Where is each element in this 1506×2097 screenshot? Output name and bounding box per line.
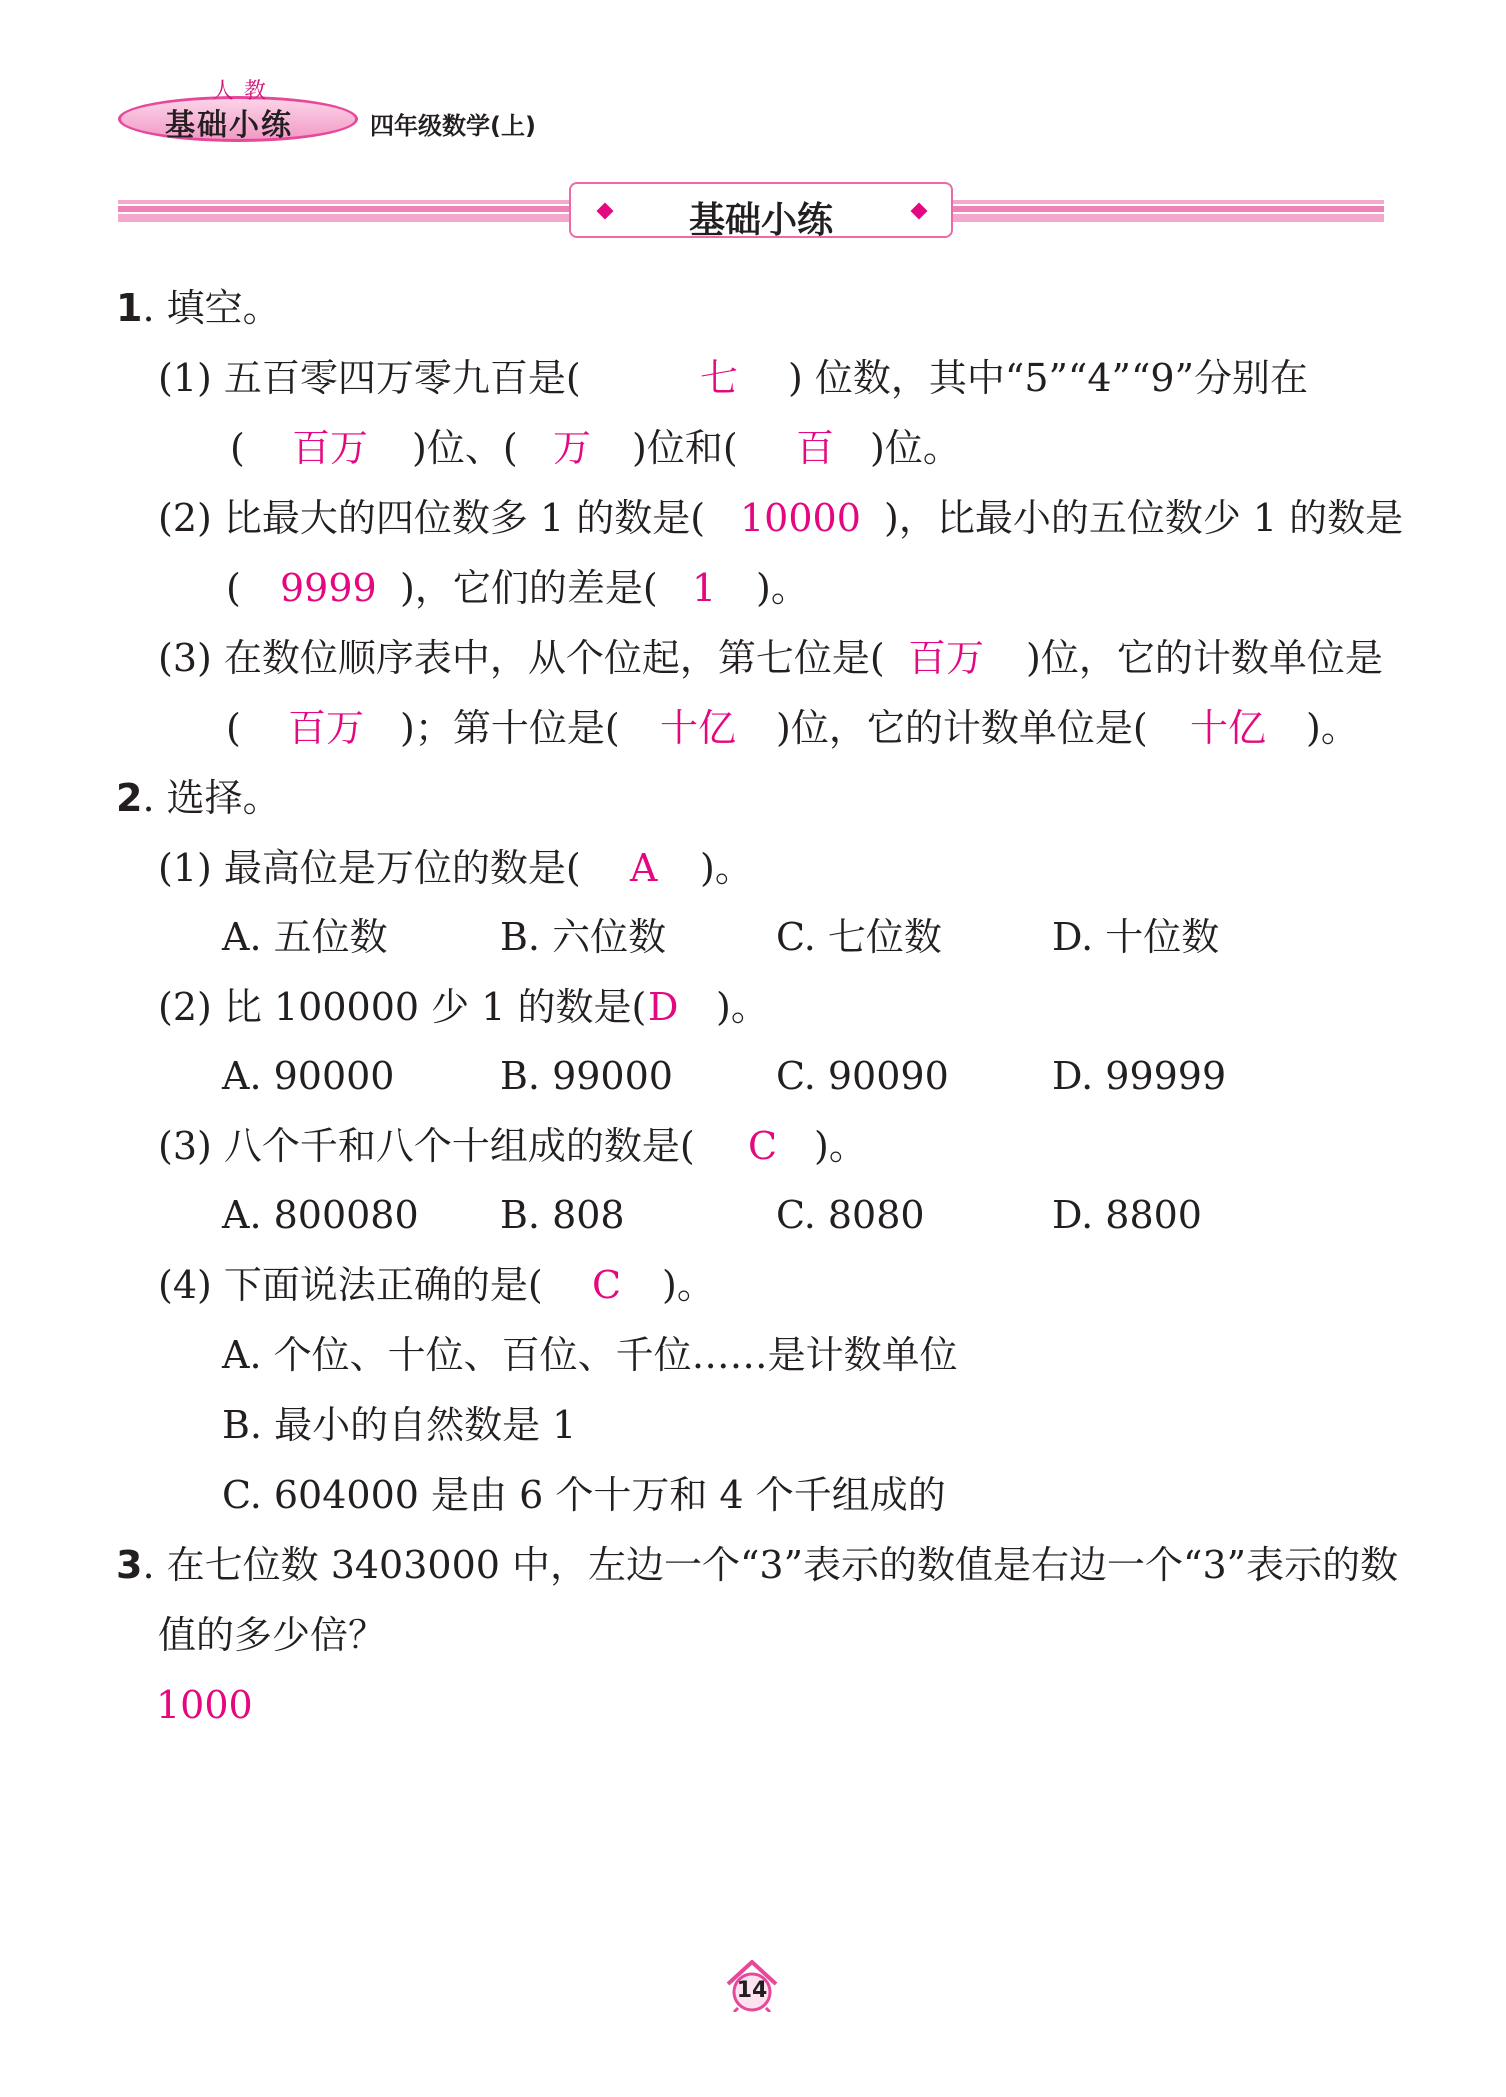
q2-3-answer: C [748, 1124, 778, 1168]
q1-1-answer-b: 百万 [292, 426, 369, 470]
q2-4-answer: C [592, 1263, 622, 1307]
q2-4-text: )。 [662, 1263, 715, 1307]
q1-2-text: (2) 比最大的四位数多 1 的数是( [158, 496, 706, 540]
q1-2-answer-c: 1 [692, 566, 717, 610]
q2-1-option-c: C. 七位数 [776, 915, 942, 959]
q2-2-text: (2) 比 100000 少 1 的数是( [158, 985, 647, 1029]
q1-2-answer-b: 9999 [280, 566, 377, 610]
q2-2-text: )。 [716, 985, 769, 1029]
q1-3-answer-b: 百万 [288, 706, 365, 750]
q1-2-text: )，比最小的五位数少 1 的数是 [884, 496, 1404, 540]
q2-3-text: )。 [814, 1124, 867, 1168]
q1-3-answer-d: 十亿 [1190, 706, 1267, 750]
q1-3-text: )位，它的计数单位是( [776, 706, 1148, 750]
banner-stripe-left [118, 200, 571, 222]
q1-1-text: )位。 [870, 426, 961, 470]
q1-1-text: )位和( [632, 426, 738, 470]
banner-stripe-right [951, 200, 1384, 222]
q1-1-answer-a: 七 [700, 356, 739, 400]
q1-3-answer-c: 十亿 [660, 706, 737, 750]
q1-3-answer-a: 百万 [908, 636, 985, 680]
q2-3-option-b: B. 808 [500, 1193, 625, 1237]
q1-2-text: )，它们的差是( [400, 566, 658, 610]
q2-1-answer: A [630, 846, 658, 890]
q1-2-answer-a: 10000 [740, 496, 861, 540]
question-1-heading: 1. 填空。 [116, 286, 281, 330]
q1-1-answer-d: 百 [796, 426, 835, 470]
q1-1-text: (1) 五百零四万零九百是( [158, 356, 581, 400]
q1-3-text: (3) 在数位顺序表中，从个位起，第七位是( [158, 636, 885, 680]
q2-3-option-c: C. 8080 [776, 1193, 925, 1237]
grade-subject: 四年级数学(上) [370, 112, 536, 140]
q1-3-text: ( [226, 706, 241, 750]
q2-3-text: (3) 八个千和八个十组成的数是( [158, 1124, 695, 1168]
q1-3-text: )；第十位是( [400, 706, 620, 750]
section-banner [569, 182, 953, 241]
q1-3-text: )。 [1306, 706, 1359, 750]
q2-1-text: )。 [700, 846, 753, 890]
q1-2-text: ( [226, 566, 241, 610]
q2-4-option-b: B. 最小的自然数是 1 [222, 1403, 577, 1447]
q1-1-text: ( [230, 426, 245, 470]
q1-3-text: )位，它的计数单位是 [1026, 636, 1383, 680]
q2-3-option-d: D. 8800 [1052, 1193, 1202, 1237]
q2-4-option-a: A. 个位、十位、百位、千位……是计数单位 [222, 1333, 958, 1377]
q2-3-option-a: A. 800080 [222, 1193, 419, 1237]
q2-1-option-a: A. 五位数 [222, 915, 388, 959]
section-title: 基础小练 [688, 200, 833, 241]
page-number: 14 [736, 1978, 768, 2003]
q2-4-text: (4) 下面说法正确的是( [158, 1263, 543, 1307]
question-3-answer: 1000 [156, 1683, 253, 1727]
q2-2-option-b: B. 99000 [500, 1054, 673, 1098]
question-3-text: 值的多少倍？ [158, 1613, 387, 1657]
q2-1-option-b: B. 六位数 [500, 915, 667, 959]
q2-2-option-d: D. 99999 [1052, 1054, 1227, 1098]
q2-2-answer: D [648, 985, 679, 1029]
q2-1-option-d: D. 十位数 [1052, 915, 1220, 959]
q1-1-text: ) 位数，其中“5”“4”“9”分别在 [788, 356, 1308, 400]
q2-2-option-c: C. 90090 [776, 1054, 949, 1098]
publisher-label: 人教 [212, 79, 277, 104]
q2-4-option-c: C. 604000 是由 6 个十万和 4 个千组成的 [222, 1473, 946, 1517]
q1-1-answer-c: 万 [553, 426, 592, 470]
question-3-text: 3. 在七位数 3403000 中，左边一个“3”表示的数值是右边一个“3”表示的数 [116, 1543, 1399, 1587]
q1-1-text: )位、( [412, 426, 518, 470]
q1-2-text: )。 [756, 566, 809, 610]
series-title: 基础小练 [165, 108, 293, 143]
question-2-heading: 2. 选择。 [116, 776, 281, 820]
q2-1-text: (1) 最高位是万位的数是( [158, 846, 581, 890]
q2-2-option-a: A. 90000 [222, 1054, 395, 1098]
